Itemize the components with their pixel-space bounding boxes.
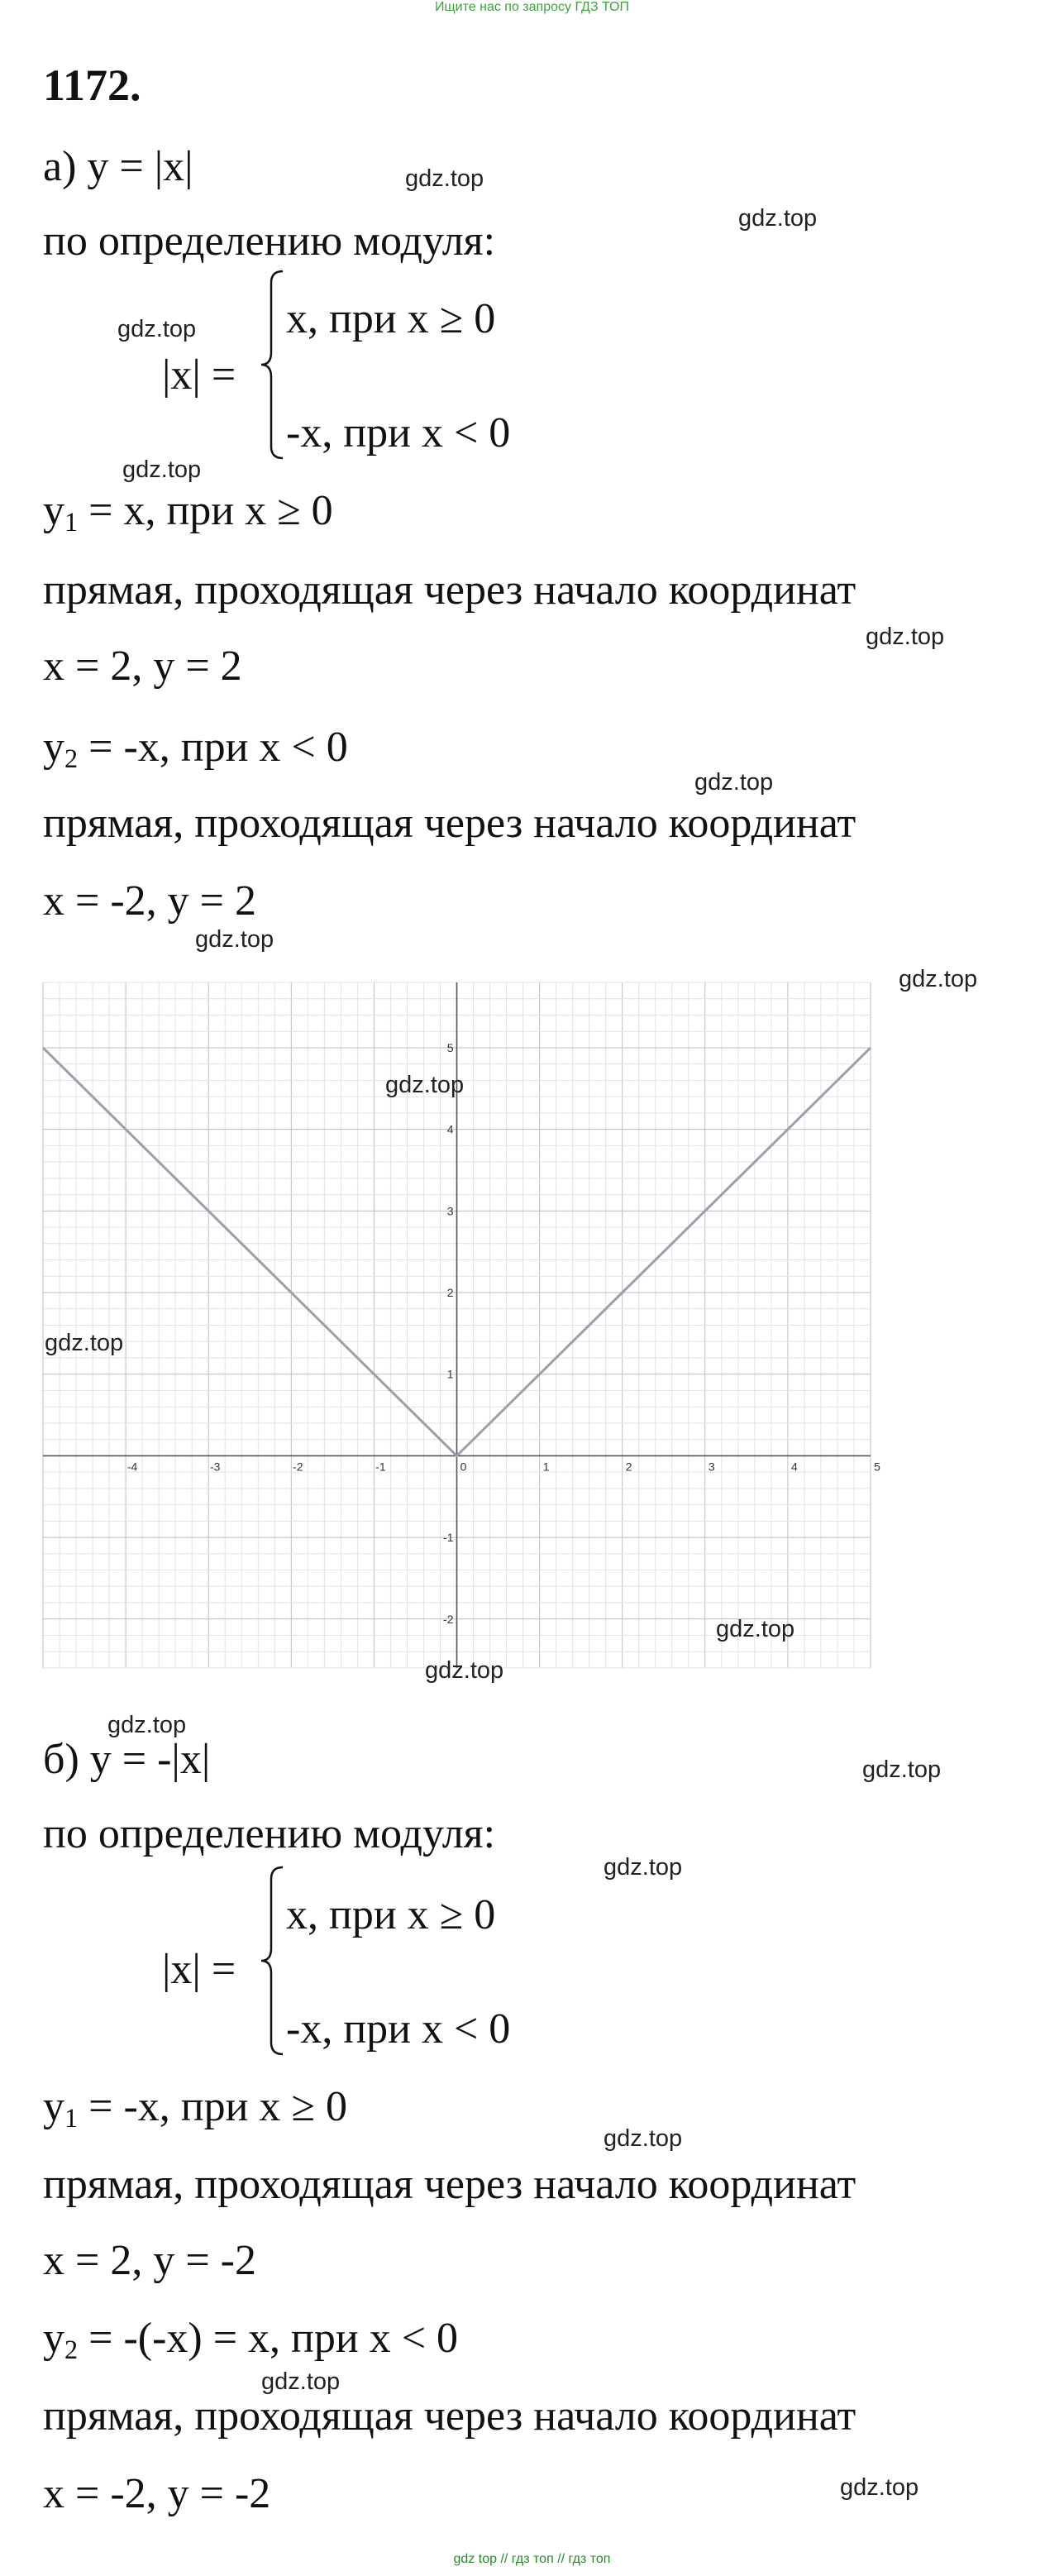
watermark: gdz.top [385, 1072, 465, 1098]
part-b-line-1: прямая, проходящая через начало координат [43, 2161, 856, 2208]
problem-number: 1172. [43, 60, 141, 110]
watermark: gdz.top [45, 1330, 124, 1356]
watermark: gdz.top [862, 1756, 942, 1783]
part-b-case-1: x, при x ≥ 0 [286, 1891, 496, 1938]
y-tick-label: 5 [446, 1040, 454, 1054]
part-b-point-2: x = -2, y = -2 [43, 2470, 271, 2517]
part-b-brace [258, 1866, 284, 2056]
x-tick-label: 3 [708, 1460, 715, 1474]
x-tick-label: 2 [625, 1460, 632, 1474]
part-b-y2: $y_2 = -(-x) = x$, при x < 0 [43, 2315, 459, 2365]
part-b-point-1: x = 2, y = -2 [43, 2237, 256, 2284]
watermark: gdz.top [716, 1616, 795, 1642]
y-tick-label: 2 [446, 1286, 454, 1300]
x-tick-label: 4 [791, 1460, 798, 1474]
part-a-line-2: прямая, проходящая через начало координат [43, 800, 856, 847]
watermark: gdz.top [840, 2474, 919, 2501]
part-a-abs-lhs: |x| = [162, 351, 236, 399]
x-tick-label: -3 [209, 1460, 221, 1474]
part-a-definition-label: по определению модуля: [43, 217, 496, 265]
y-tick-label: -2 [443, 1612, 454, 1626]
watermark: gdz.top [195, 926, 274, 953]
part-a-case-2: -x, при x < 0 [286, 409, 511, 456]
part-b-heading: б) y = -|x| [43, 1736, 211, 1783]
watermark: gdz.top [604, 2125, 683, 2152]
watermark: gdz.top [604, 1854, 683, 1881]
part-a-point-1: x = 2, y = 2 [43, 643, 242, 690]
part-a-brace [258, 270, 284, 460]
part-a-y1: $y_1 = x$, при x ≥ 0 [43, 487, 333, 538]
part-b-case-2: -x, при x < 0 [286, 2005, 511, 2053]
part-b-y1: $y_1 = -x$, при x ≥ 0 [43, 2083, 347, 2134]
x-tick-label: -1 [375, 1460, 386, 1474]
part-a-heading: а) y = |x| [43, 143, 193, 190]
y-tick-label: 3 [446, 1204, 454, 1218]
watermark: gdz.top [107, 1712, 187, 1738]
y-tick-label: 4 [446, 1122, 454, 1136]
y-tick-label: 1 [446, 1367, 454, 1381]
watermark: gdz.top [425, 1657, 504, 1684]
watermark: gdz.top [899, 966, 978, 992]
part-b-definition-label: по определению модуля: [43, 1810, 496, 1857]
part-a-case-1: x, при x ≥ 0 [286, 295, 496, 342]
x-tick-label: 0 [460, 1460, 467, 1474]
part-a-y2: $y_2 = -x$, при x < 0 [43, 724, 348, 774]
top-banner: Ищите нас по запросу ГДЗ ТОП [435, 0, 629, 14]
part-b-abs-lhs: |x| = [162, 1946, 236, 1993]
y-tick-label: -1 [443, 1531, 454, 1545]
part-a-line-1: прямая, проходящая через начало координат [43, 566, 856, 614]
part-a-point-2: x = -2, y = 2 [43, 877, 256, 925]
watermark: gdz.top [694, 769, 774, 796]
watermark: gdz.top [261, 2368, 341, 2395]
x-tick-label: 1 [542, 1460, 550, 1474]
part-b-line-2: прямая, проходящая через начало координат [43, 2392, 856, 2440]
x-tick-label: -2 [293, 1460, 303, 1474]
footer: gdz top // гдз топ // гдз топ [453, 2552, 611, 2566]
watermark: gdz.top [738, 205, 818, 232]
watermark: gdz.top [122, 456, 202, 483]
x-tick-label: 5 [874, 1460, 880, 1474]
watermark: gdz.top [866, 624, 945, 650]
watermark: gdz.top [405, 165, 484, 192]
x-tick-label: -4 [126, 1460, 138, 1474]
watermark: gdz.top [117, 316, 197, 342]
